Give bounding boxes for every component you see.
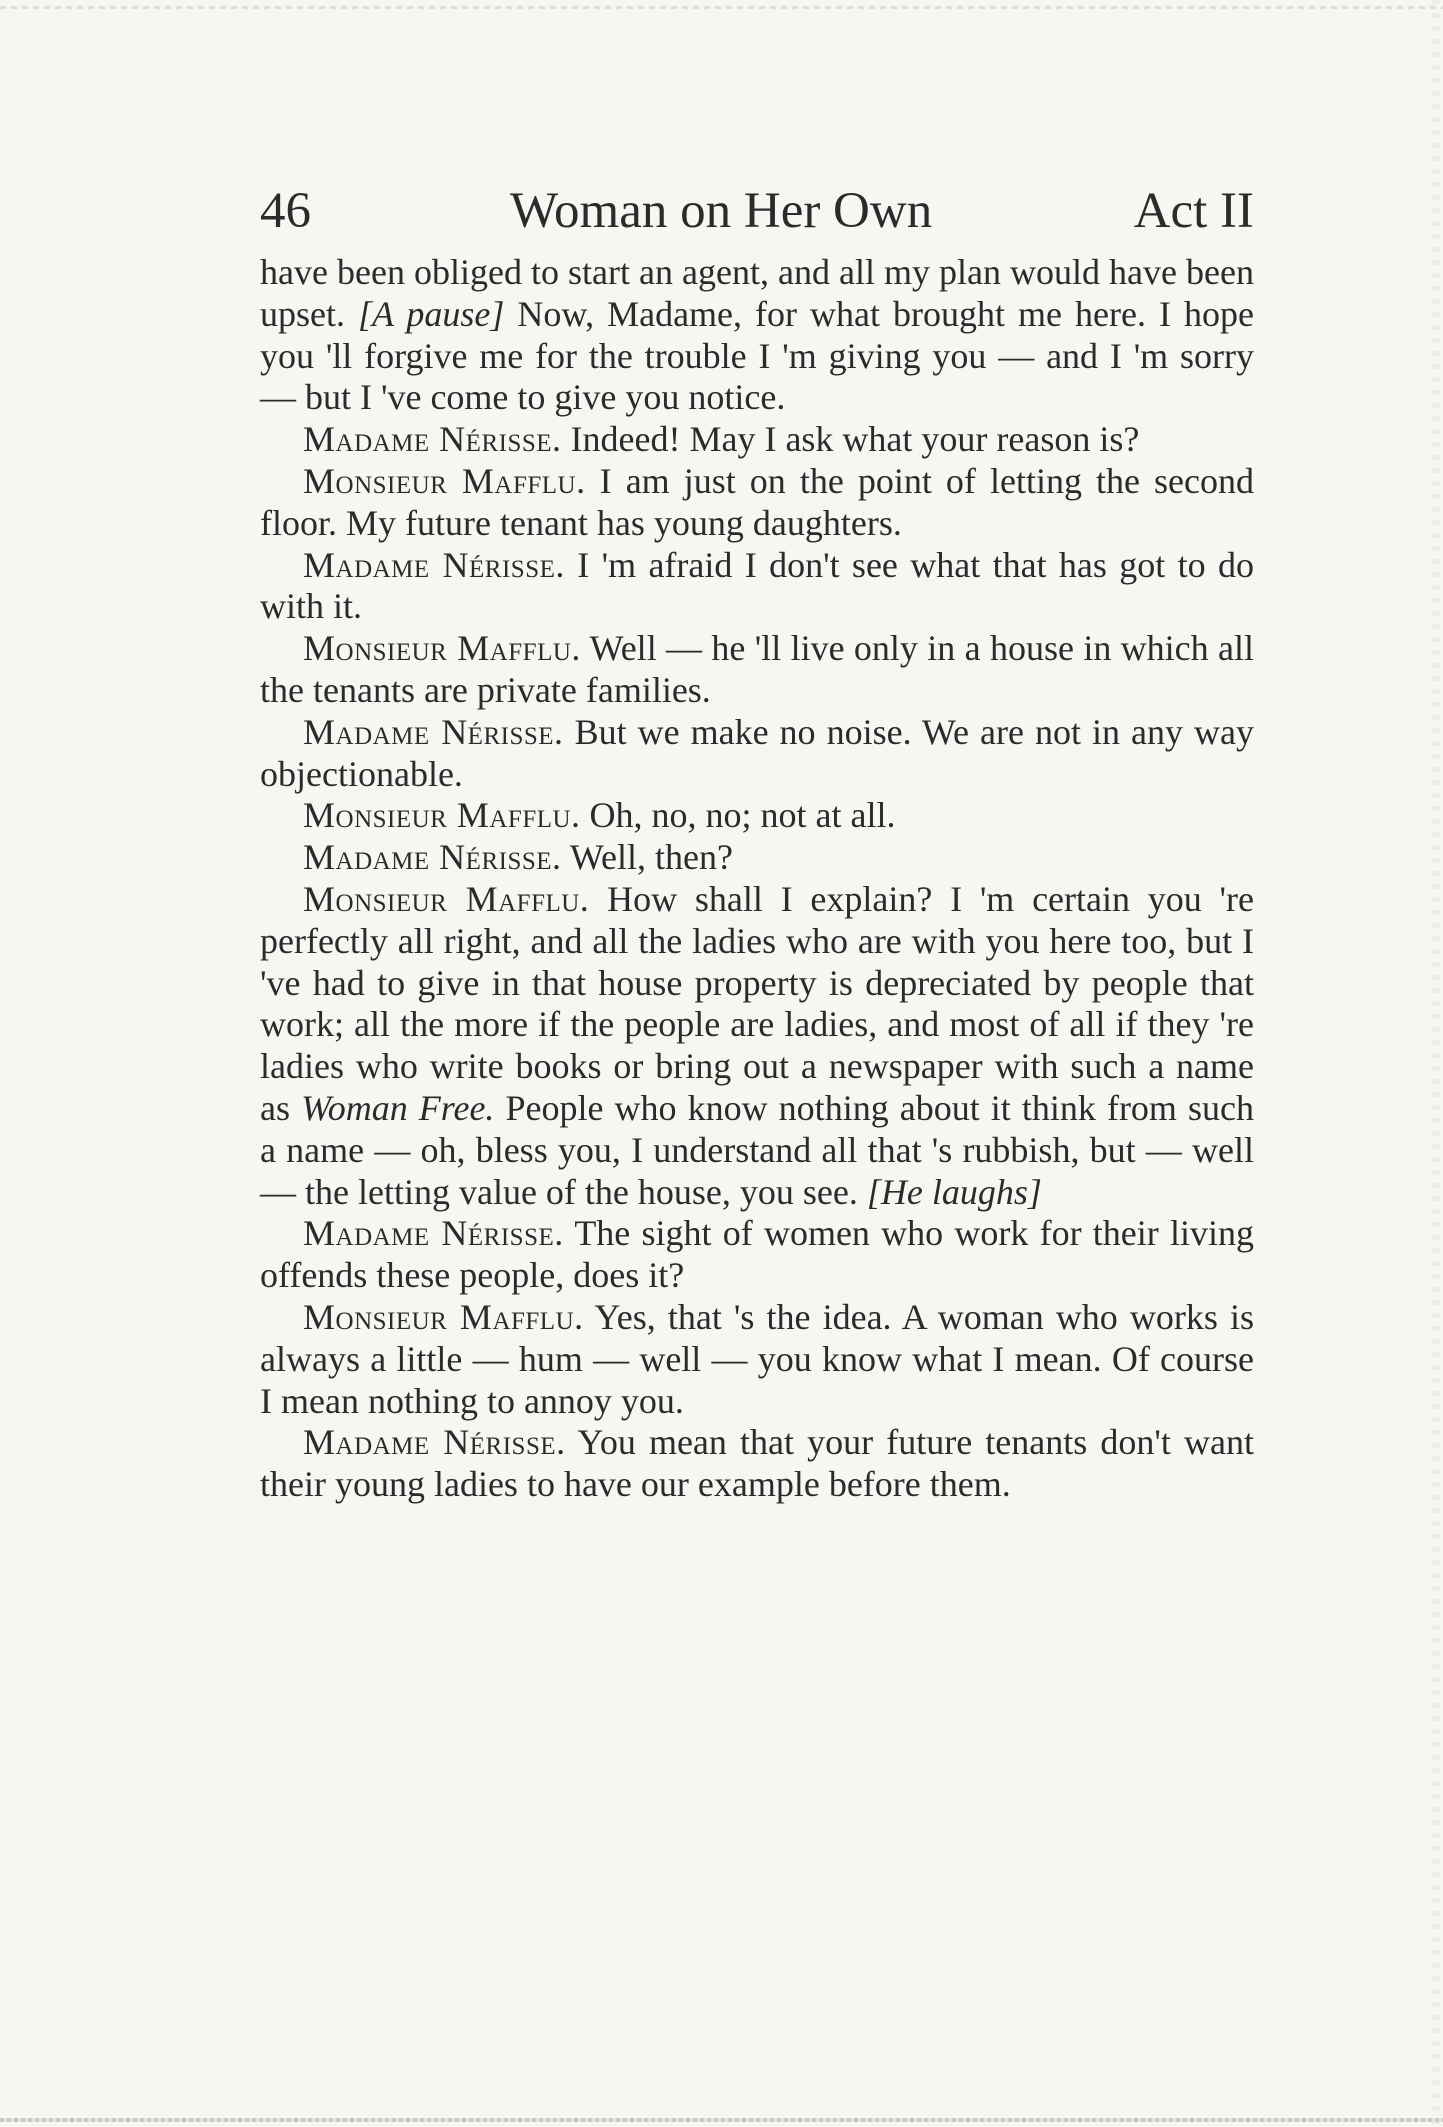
- speech-paragraph: [260, 795, 1254, 837]
- speaker-name: Madame Nérisse.: [303, 1213, 564, 1254]
- stage-direction: [He laughs]: [866, 1171, 1042, 1212]
- paragraph-continued: [260, 252, 1254, 419]
- speech-text: People who know nothing about it think from such a name — oh, bless you, I understand all that 's rubbish, but — well — the letting value of the house, you see.: [260, 1087, 1254, 1212]
- speaker-name: Monsieur Mafflu.: [303, 878, 590, 919]
- speech-paragraph: [260, 545, 1254, 629]
- speech-text: But we make no noise. We are not in any way objectionable.: [260, 711, 1254, 794]
- scan-edge-bottom: [0, 2118, 1443, 2122]
- speech-paragraph: [260, 628, 1254, 712]
- book-title: Woman on Her Own: [510, 183, 933, 239]
- speaker-name: Monsieur Mafflu.: [303, 795, 581, 836]
- page-number: 46: [260, 183, 311, 239]
- speech-text: Yes, that 's the idea. A woman who works is always a little — hum — well — you know what I mean. Of course I mean nothing to annoy you.: [260, 1296, 1254, 1421]
- scan-edge-top: [0, 6, 1443, 9]
- book-page: [260, 182, 1254, 1506]
- speech-text: The sight of women who work for their living offends these people, does it?: [260, 1213, 1254, 1296]
- speaker-name: Madame Nérisse.: [303, 711, 564, 752]
- speech-paragraph: [260, 461, 1254, 545]
- speech-paragraph: [260, 879, 1254, 1213]
- speaker-name: Madame Nérisse.: [303, 544, 565, 585]
- speech-text: Well — he 'll live only in a house in which all the tenants are private families.: [260, 628, 1255, 710]
- speech-paragraph: [260, 419, 1254, 461]
- speech-text: How shall I explain? I 'm certain you 're perfectly all right, and all the ladies who are with you here too, but I 've had to give in that house property is depreciated by people that work; all the more if the people are ladies, and most of all if they 're ladies who write books or bring out a newspaper with such a name as: [260, 878, 1254, 1128]
- stage-direction: [A pause]: [358, 293, 505, 334]
- speaker-name: Monsieur Mafflu.: [303, 460, 586, 501]
- speech-text: Well, then?: [561, 837, 733, 878]
- speaker-name: Madame Nérisse.: [303, 419, 562, 460]
- paragraph-text: Now, Madame, for what brought me here. I hope you 'll forgive me for the trouble I 'm giving you — and I 'm sorry — but I 've come to give you notice.: [260, 293, 1254, 418]
- speech-paragraph: [260, 1297, 1254, 1422]
- speaker-name: Monsieur Mafflu.: [303, 1296, 584, 1337]
- scan-edge-right: [1432, 0, 1440, 2127]
- page-text: [260, 252, 1254, 1506]
- speech-paragraph: [260, 837, 1254, 879]
- speech-text: You mean that your future tenants don't want their young ladies to have our example before them.: [260, 1422, 1254, 1505]
- paragraph-text: have been obliged to start an agent, and all my plan would have been upset.: [260, 252, 1254, 334]
- speech-paragraph: [260, 1213, 1254, 1297]
- speech-text: Indeed! May I ask what your reason is?: [561, 419, 1140, 460]
- speaker-name: Madame Nérisse.: [303, 1422, 566, 1463]
- speech-text: Oh, no, no; not at all.: [580, 795, 896, 836]
- speech-paragraph: [260, 1422, 1254, 1506]
- newspaper-title: Woman Free.: [301, 1087, 495, 1128]
- speech-text: I am just on the point of letting the second floor. My future tenant has young daughters.: [260, 460, 1255, 543]
- speech-paragraph: [260, 712, 1254, 796]
- speaker-name: Madame Nérisse.: [303, 837, 562, 878]
- running-head: [260, 182, 1254, 246]
- speech-text: I 'm afraid I don't see what that has got to do with it.: [260, 544, 1254, 627]
- speaker-name: Monsieur Mafflu.: [303, 628, 581, 669]
- act-label: Act II: [1133, 183, 1254, 239]
